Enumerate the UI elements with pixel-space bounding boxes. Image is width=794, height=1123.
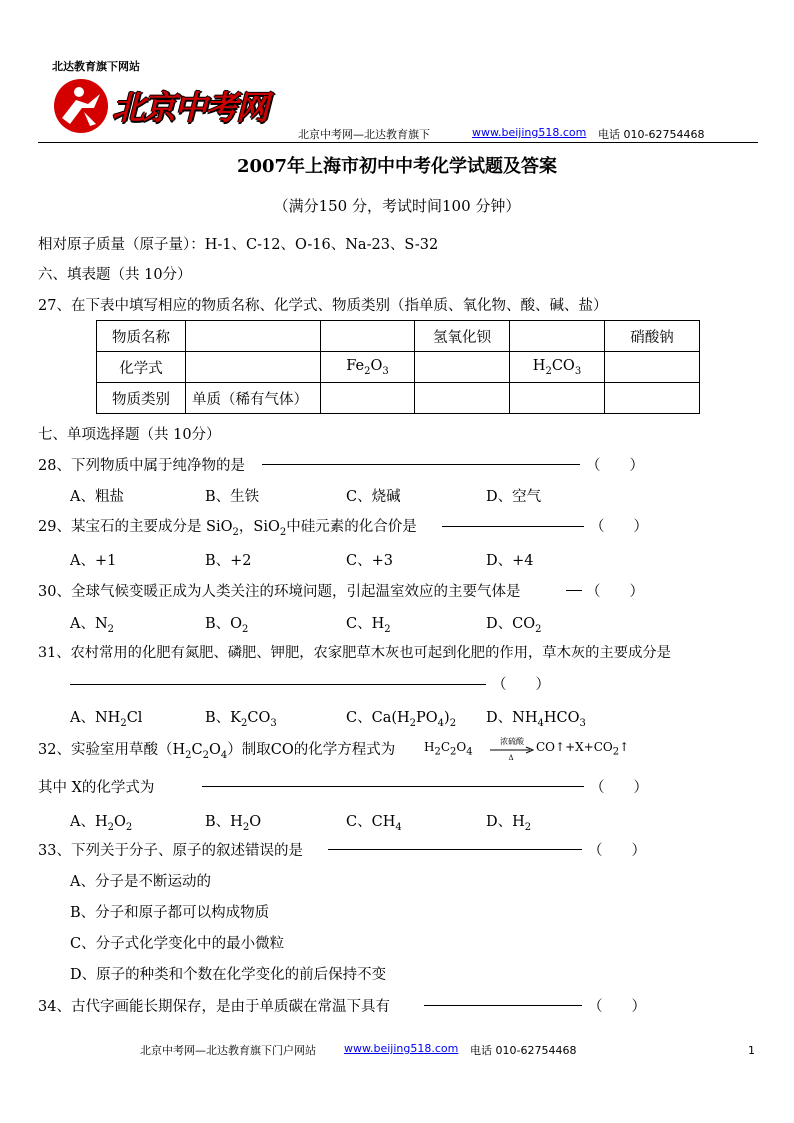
q30-option-c: C、$H_2$ (346, 616, 391, 635)
header-site: 北京中考网—北达教育旗下 (298, 128, 430, 141)
logo-caption: 北达教育旗下网站 (52, 60, 140, 73)
q30-stem: 30、全球气候变暖正成为人类关注的环境问题，引起温室效应的主要气体是 (38, 584, 521, 600)
q33-option-c: C、分子式化学变化中的最小微粒 (70, 936, 285, 952)
logo-text: 北京中考网 (112, 88, 267, 127)
q32-option-c: C、$CH_4$ (346, 814, 402, 833)
answer-blank[interactable]: （ ） (492, 677, 550, 693)
q28-option-c: C、烧碱 (346, 489, 401, 505)
answer-blank[interactable]: （ ） (590, 519, 648, 535)
q29-stem: 29、某宝石的主要成分是 SiO$_2$，SiO$_2$中硅元素的化合价是 (38, 519, 417, 538)
answer-blank[interactable]: （ ） (586, 584, 644, 600)
answer-blank[interactable]: （ ） (588, 999, 646, 1015)
table-cell (605, 383, 700, 414)
table-cell: 单质（稀有气体） (186, 383, 321, 414)
q27-table (96, 320, 700, 414)
q32-stem: 32、实验室用草酸$(H_2C_2O_4)$制取CO的化学方程式为 (38, 742, 396, 761)
table-cell: 硝酸钠 (605, 321, 700, 352)
page-subtitle: （满分150 分，考试时间100 分钟） (273, 197, 521, 215)
answer-blank[interactable]: （ ） (590, 780, 648, 796)
q31-option-d: D、$NH_4HCO_3$ (486, 710, 586, 729)
answer-rule (442, 526, 584, 527)
logo-icon (50, 78, 112, 134)
table-row (97, 352, 700, 383)
section-6-heading: 六、填表题（共 10分） (38, 267, 192, 283)
q34-stem: 34、古代字画能长期保存，是由于单质碳在常温下具有 (38, 999, 390, 1015)
q33-stem: 33、下列关于分子、原子的叙述错误的是 (38, 843, 303, 859)
q31-stem: 31、农村常用的化肥有氮肥、磷肥、钾肥，农家肥草木灰也可起到化肥的作用，草木灰的主要成分是 (38, 645, 671, 661)
q33-option-a: A、分子是不断运动的 (70, 874, 211, 890)
table-cell (415, 383, 510, 414)
answer-rule (328, 849, 582, 850)
answer-rule (70, 684, 486, 685)
q33-option-b: B、分子和原子都可以构成物质 (70, 905, 270, 921)
table-cell: 化学式 (97, 352, 186, 383)
q31-option-a: A、$NH_2Cl$ (70, 710, 143, 729)
q28-stem: 28、下列物质中属于纯净物的是 (38, 458, 245, 474)
table-cell (186, 321, 321, 352)
answer-rule (566, 590, 582, 591)
reaction-arrow-icon (490, 746, 534, 754)
q32-products: $CO↑+X+CO_2↑$ (536, 740, 630, 758)
table-cell (510, 383, 605, 414)
q30-option-d: D、$CO_2$ (486, 616, 542, 635)
q32-option-a: A、$H_2O_2$ (70, 814, 133, 833)
q32-reaction: $H_2C_2O_4$ (424, 740, 473, 758)
q31-option-c: C、$Ca(H_2PO_4)_2$ (346, 710, 457, 729)
q30-option-a: A、$N_2$ (70, 616, 115, 635)
q31-option-b: B、$K_2CO_3$ (205, 710, 277, 729)
table-cell (321, 321, 415, 352)
q29-option-d: D、+4 (486, 553, 534, 569)
header-divider (38, 142, 758, 143)
answer-blank[interactable]: （ ） (588, 843, 646, 859)
q33-option-d: D、原子的种类和个数在化学变化的前后保持不变 (70, 967, 387, 983)
page-number: 1 (748, 1044, 755, 1057)
table-cell: 氢氧化钡 (415, 321, 510, 352)
section-7-heading: 七、单项选择题（共 10分） (38, 427, 221, 443)
q32-followup: 其中 X的化学式为 (38, 780, 155, 796)
q32-option-d: D、$H_2$ (486, 814, 532, 833)
table-cell (415, 352, 510, 383)
q32-option-b: B、$H_2O$ (205, 814, 262, 833)
table-cell (510, 321, 605, 352)
atomic-mass-line: 相对原子质量（原子量）：H-1、C-12、O-16、Na-23、S-32 (38, 237, 439, 253)
footer-phone: 电话 010-62754468 (470, 1044, 577, 1057)
table-cell (605, 352, 700, 383)
q30-option-b: B、$O_2$ (205, 616, 249, 635)
table-cell: 物质类别 (97, 383, 186, 414)
table-row (97, 383, 700, 414)
q27-stem: 27、在下表中填写相应的物质名称、化学式、物质类别（指单质、氧化物、酸、碱、盐） (38, 298, 608, 314)
answer-rule (262, 464, 580, 465)
q29-option-a: A、+1 (70, 553, 117, 569)
reaction-heat-symbol: Δ (508, 754, 514, 762)
table-row (97, 321, 700, 352)
table-cell: 物质名称 (97, 321, 186, 352)
header-phone: 电话 010-62754468 (598, 128, 705, 141)
table-cell-h2co3: $H_2CO_3$ (510, 352, 605, 383)
q28-option-b: B、生铁 (205, 489, 260, 505)
answer-rule (202, 786, 584, 787)
page-title: 2007年上海市初中中考化学试题及答案 (236, 156, 558, 177)
header-url-link[interactable]: www.beijing518.com (472, 126, 587, 139)
table-cell-fe2o3: $Fe_2O_3$ (321, 352, 415, 383)
q29-option-b: B、+2 (205, 553, 252, 569)
table-cell (321, 383, 415, 414)
table-cell (186, 352, 321, 383)
q28-option-d: D、空气 (486, 489, 542, 505)
q29-option-c: C、+3 (346, 553, 393, 569)
q28-option-a: A、粗盐 (70, 489, 124, 505)
footer-site: 北京中考网—北达教育旗下门户网站 (140, 1044, 316, 1057)
answer-blank[interactable]: （ ） (586, 458, 644, 474)
footer-url-link[interactable]: www.beijing518.com (344, 1042, 459, 1055)
reaction-condition: 浓硫酸 (500, 737, 524, 746)
answer-rule (424, 1005, 582, 1006)
